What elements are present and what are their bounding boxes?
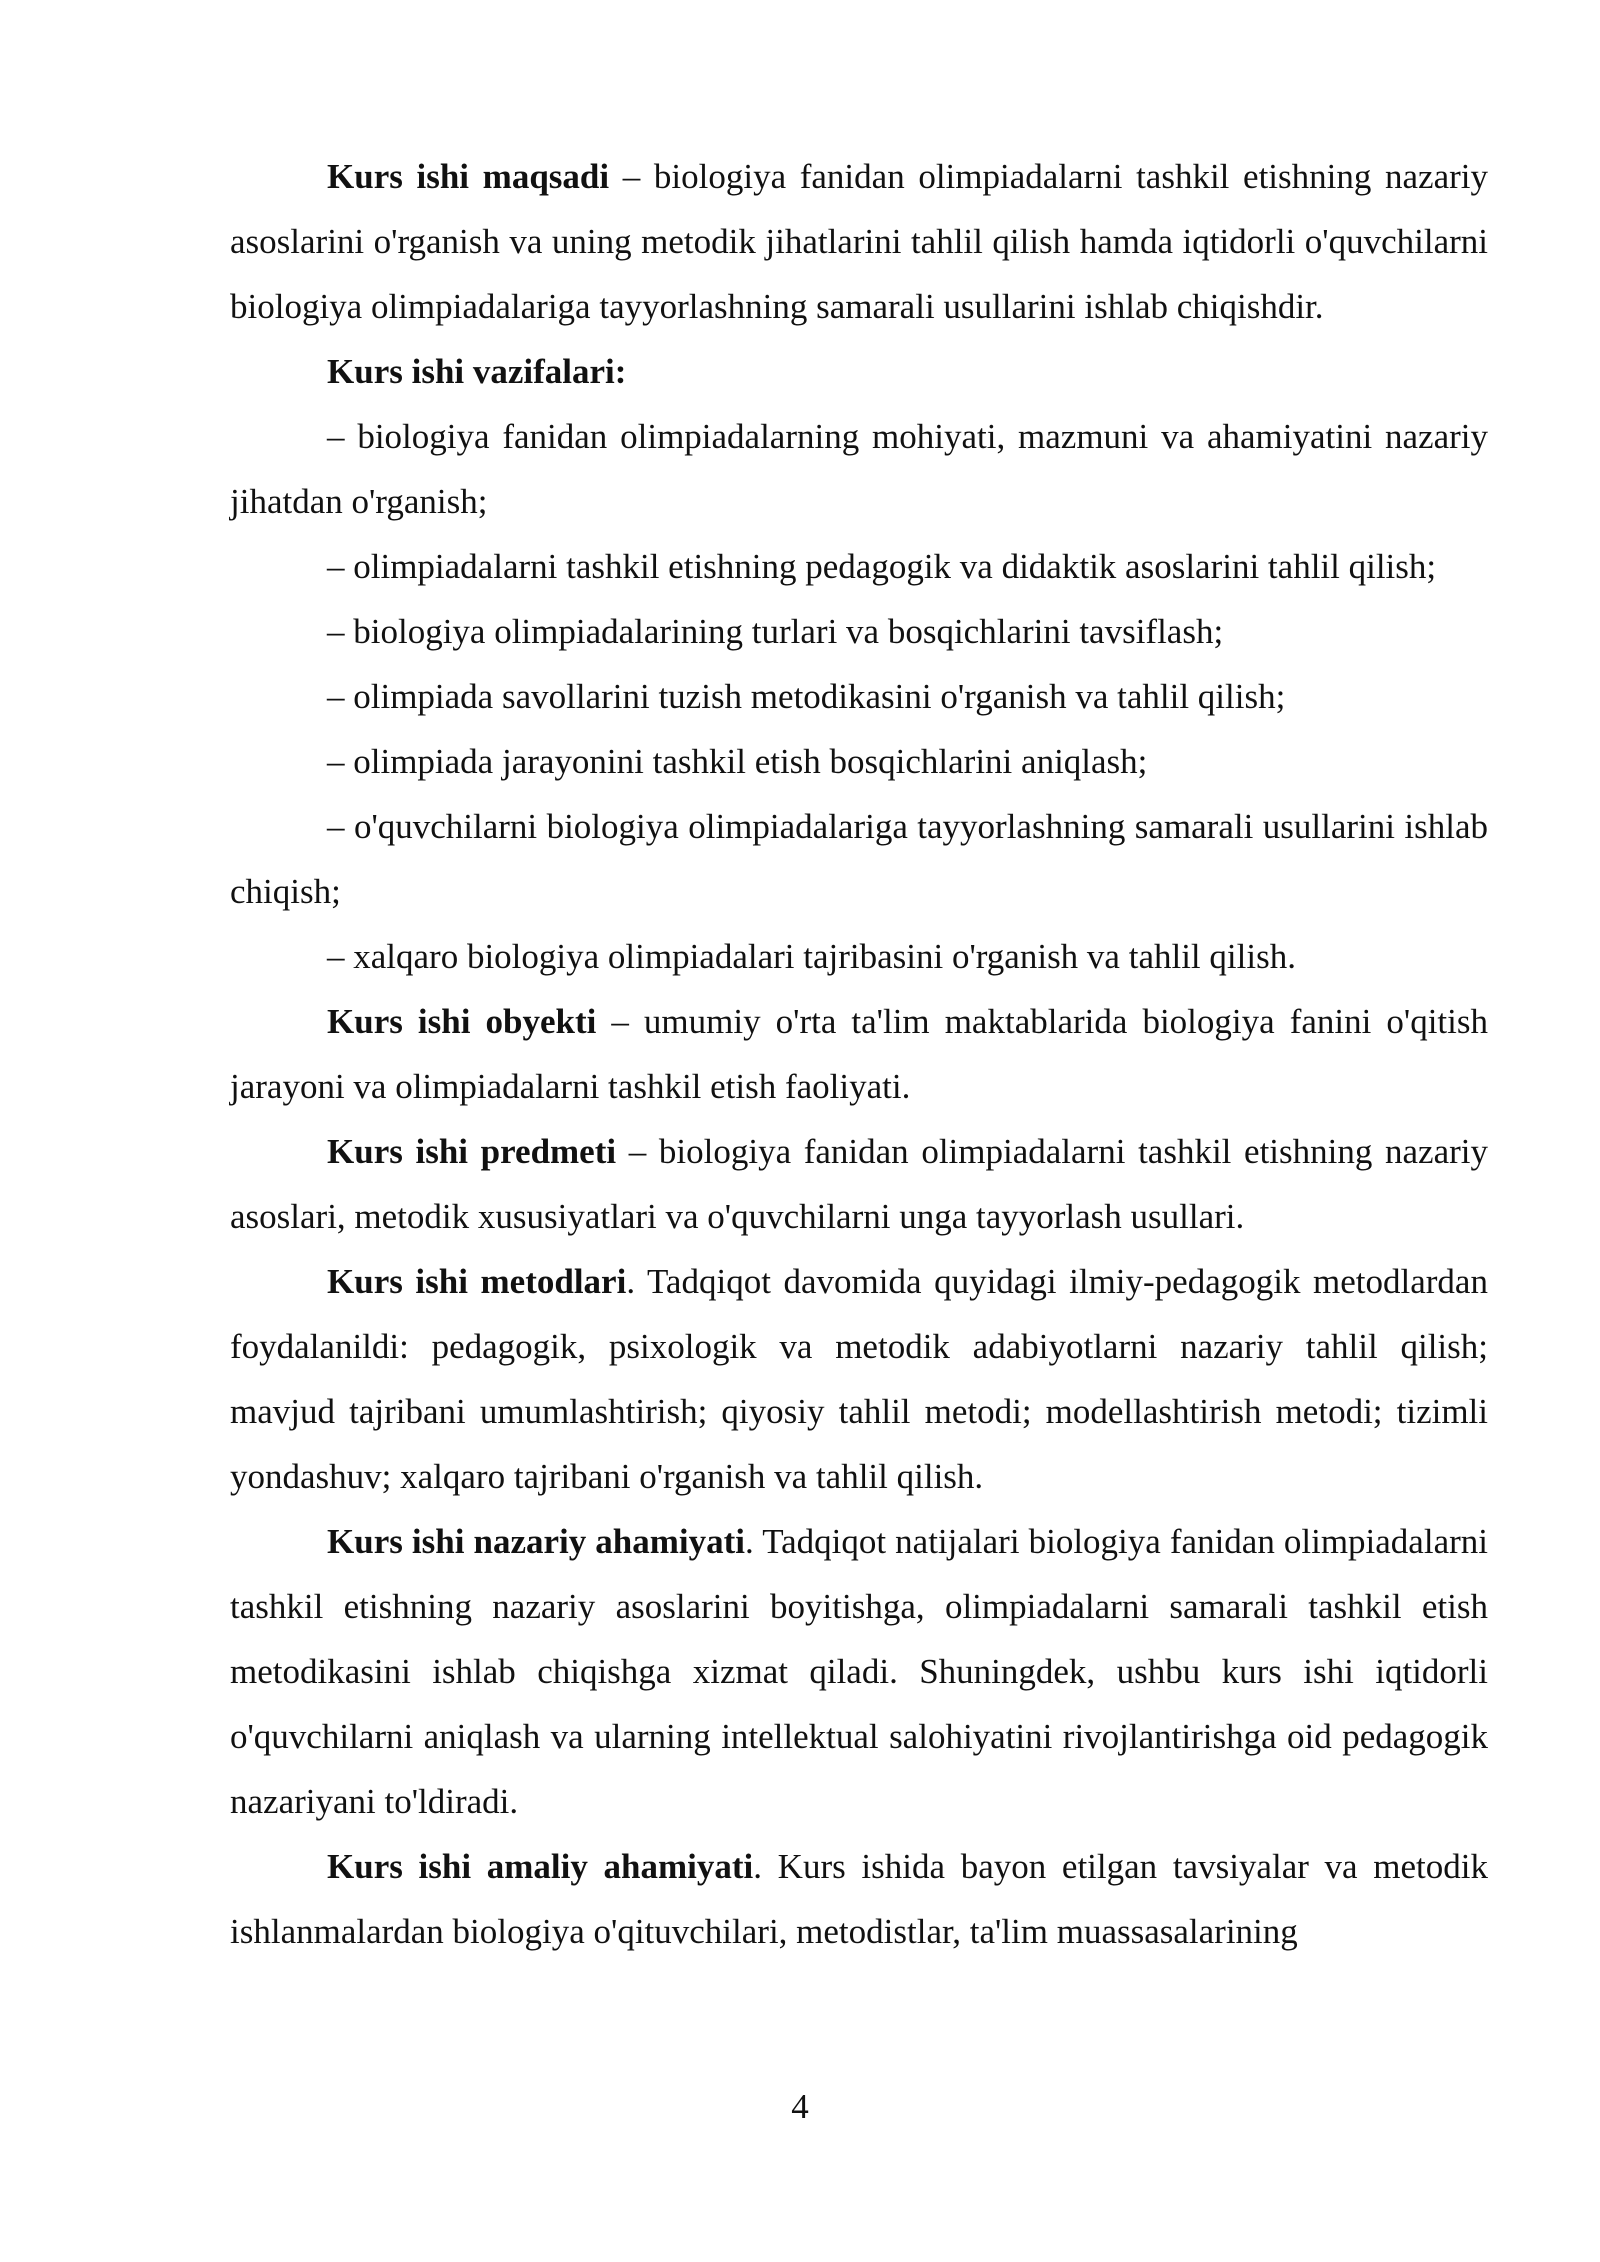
task-item [230,729,1488,794]
paragraph-heading: Kurs ishi predmeti [327,1132,617,1171]
paragraph-goal [230,144,1488,339]
paragraph-heading: Kurs ishi amaliy ahamiyati [327,1847,754,1886]
paragraph-heading: Kurs ishi obyekti [327,1002,597,1041]
paragraph-text: . Kurs ishida bayon etilgan tavsiyalar va metodik ishlanmalardan biologiya o'qituvchilari, metodistlar, ta'lim muassasalarining [230,1847,1488,1951]
paragraph-practical-significance [230,1834,1488,1964]
document-body [230,144,1488,1964]
paragraph-subject [230,1119,1488,1249]
paragraph-text: . Tadqiqot natijalari biologiya fanidan olimpiadalarni tashkil etishning nazariy asoslarini boyitishga, olimpiadalarni samarali tashkil etish metodikasini ishlab chiqishga xizmat qiladi. Shuningdek, ushbu kurs ishi iqtidorli o'quvchilarni aniqlash va ularning intellektual salohiyatini rivojlantirishga oid pedagogik nazariyani to'ldiradi. [230,1522,1488,1821]
paragraph-theoretical-significance [230,1509,1488,1834]
task-item-text: – biologiya olimpiadalarining turlari va bosqichlarini tavsiflash; [327,612,1224,651]
task-item [230,664,1488,729]
paragraph-heading: Kurs ishi metodlari [327,1262,627,1301]
paragraph-object [230,989,1488,1119]
task-item-text: – biologiya fanidan olimpiadalarning mohiyati, mazmuni va ahamiyatini nazariy jihatdan o'rganish; [230,417,1488,521]
paragraph-methods [230,1249,1488,1509]
task-item [230,794,1488,924]
task-item [230,404,1488,534]
page-number: 4 [791,2087,809,2126]
paragraph-text: . Tadqiqot davomida quyidagi ilmiy-pedagogik metodlardan foydalanildi: pedagogik, psixologik va metodik adabiyotlarni nazariy tahlil qilish; mavjud tajribani umumlashtirish; qiyosiy tahlil metodi; modellashtirish metodi; tizimli yondashuv; xalqaro tajribani o'rganish va tahlil qilish. [230,1262,1488,1496]
task-item-text: – olimpiada jarayonini tashkil etish bosqichlarini aniqlash; [327,742,1148,781]
paragraph-tasks-heading [230,339,1488,404]
paragraph-text: – umumiy o'rta ta'lim maktablarida biologiya fanini o'qitish jarayoni va olimpiadalarni tashkil etish faoliyati. [230,1002,1488,1106]
task-item-text: – xalqaro biologiya olimpiadalari tajribasini o'rganish va tahlil qilish. [327,937,1296,976]
task-item-text: – olimpiadalarni tashkil etishning pedagogik va didaktik asoslarini tahlil qilish; [327,547,1437,586]
task-item [230,599,1488,664]
task-item [230,534,1488,599]
paragraph-heading: Kurs ishi maqsadi [327,157,610,196]
task-item-text: – o'quvchilarni biologiya olimpiadalariga tayyorlashning samarali usullarini ishlab chiqish; [230,807,1488,911]
task-item-text: – olimpiada savollarini tuzish metodikasini o'rganish va tahlil qilish; [327,677,1286,716]
paragraph-heading: Kurs ishi nazariy ahamiyati [327,1522,746,1561]
paragraph-text: – biologiya fanidan olimpiadalarni tashkil etishning nazariy asoslarini o'rganish va uning metodik jihatlarini tahlil qilish hamda iqtidorli o'quvchilarni biologiya olimpiadalariga tayyorlashning samarali usullarini ishlab chiqishdir. [230,157,1489,326]
paragraph-heading: Kurs ishi vazifalari: [327,352,627,391]
paragraph-text: – biologiya fanidan olimpiadalarni tashkil etishning nazariy asoslari, metodik xususiyatlari va o'quvchilarni unga tayyorlash usullari. [230,1132,1488,1236]
task-item [230,924,1488,989]
